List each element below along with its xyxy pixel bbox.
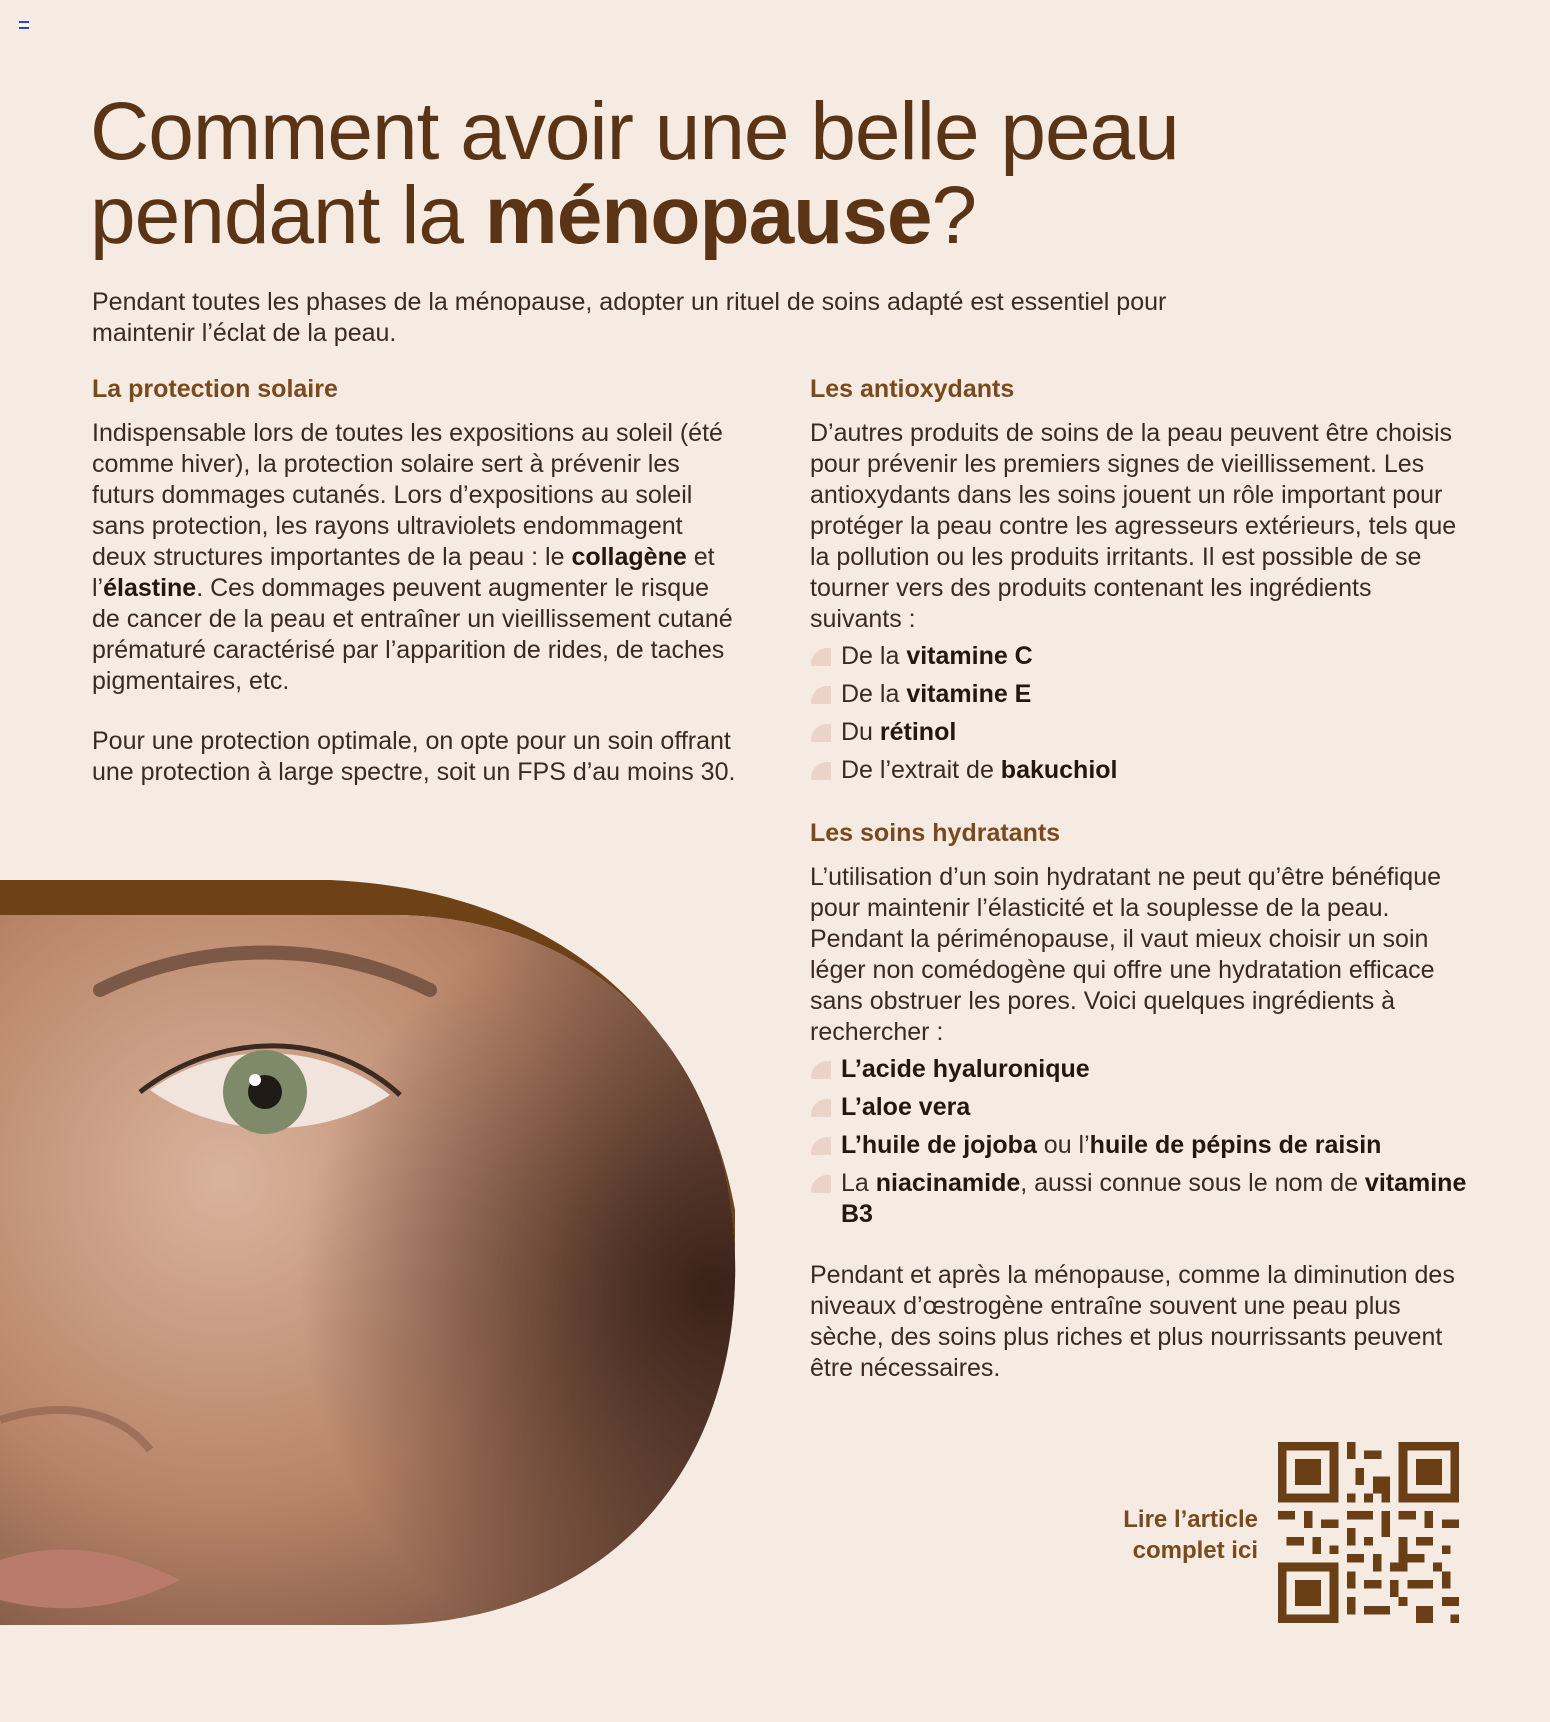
- antioxidants-paragraph: D’autres produits de soins de la peau peuvent être choisis pour prévenir les premiers signes de vieillissement. Les antioxydants dans les soins jouent un rôle important pour protéger la peau contre les agresseurs extérieurs, tels que la pollution ou les produits irritants. Il est possible de se tourner vers des produits contenant les ingrédients suivants :: [810, 419, 1457, 633]
- sun-protection-paragraph: Indispensable lors de toutes les expositions au soleil (été comme hiver), la protection solaire sert à prévenir les futurs dommages cutanés. Lors d’expositions au soleil sans protection, les rayons ultraviolets endommagent deux structures importantes de la peau : le collagène et l’élastine. Ces dommages peuvent augmenter le risque de cancer de la peau et entraîner un vieillissement cutané prématuré caractérisé par l’apparition de rides, de taches pigmentaires, etc.: [92, 419, 733, 695]
- antioxidants-list: [810, 641, 1470, 786]
- collagen-term: collagène: [571, 543, 687, 571]
- list-item: De la vitamine C: [810, 641, 1470, 672]
- moisturizers-paragraph: L’utilisation d’un soin hydratant ne peut qu’être bénéfique pour maintenir l’élasticité et la souplesse de la peau. Pendant la périménopause, il vaut mieux choisir un soin léger non comédogène qui offre une hydratation efficace sans obstruer les pores. Voici quelques ingrédients à rechercher :: [810, 863, 1442, 1046]
- leaf-bullet-icon: [811, 648, 831, 666]
- flag-icon: [19, 21, 29, 29]
- title-line2: pendant la: [90, 170, 485, 261]
- list-item: De la vitamine E: [810, 679, 1470, 710]
- elastin-term: élastine: [103, 574, 197, 602]
- title-question-mark: ?: [931, 170, 977, 261]
- title-bold-word: ménopause: [484, 170, 932, 261]
- closing-paragraph: Pendant et après la ménopause, comme la diminution des niveaux d’œstrogène entraîne souvent une peau plus sèche, des soins plus riches et plus nourrissants peuvent être nécessaires.: [810, 1261, 1455, 1382]
- intro-paragraph: Pendant toutes les phases de la ménopause, adopter un rituel de soins adapté est essentiel pour maintenir l’éclat de la peau.: [92, 288, 1167, 347]
- list-item: Du rétinol: [810, 717, 1470, 748]
- list-item: De l’extrait de bakuchiol: [810, 755, 1470, 786]
- antioxidants-heading: Les antioxydants: [810, 375, 1015, 403]
- sun-protection-heading: La protection solaire: [92, 375, 338, 403]
- leaf-bullet-icon: [811, 1137, 831, 1155]
- leaf-bullet-icon: [811, 1175, 831, 1193]
- list-item: La niacinamide, aussi connue sous le nom de vitamine B3: [810, 1168, 1470, 1230]
- list-item: L’acide hyaluronique: [810, 1054, 1470, 1085]
- read-article-cta[interactable]: [1123, 1504, 1258, 1566]
- moisturizers-list: [810, 1054, 1470, 1230]
- cta-line2: complet ici: [1132, 1537, 1258, 1564]
- qr-code-icon[interactable]: [1278, 1442, 1459, 1623]
- leaf-bullet-icon: [811, 724, 831, 742]
- moisturizers-heading: Les soins hydratants: [810, 819, 1061, 847]
- title-line1: Comment avoir une belle peau: [90, 86, 1179, 177]
- right-column: [810, 372, 1470, 1384]
- cta-line1: Lire l’article: [1123, 1506, 1258, 1533]
- left-column: [92, 372, 742, 788]
- leaf-bullet-icon: [811, 762, 831, 780]
- list-item: L’huile de jojoba ou l’huile de pépins de raisin: [810, 1130, 1470, 1161]
- list-item: L’aloe vera: [810, 1092, 1470, 1123]
- face-photo: [0, 880, 750, 1625]
- spf-paragraph: Pour une protection optimale, on opte pour un soin offrant une protection à large spectre, soit un FPS d’au moins 30.: [92, 727, 736, 786]
- leaf-bullet-icon: [811, 1061, 831, 1079]
- page-title: [90, 86, 1179, 261]
- leaf-bullet-icon: [811, 686, 831, 704]
- leaf-bullet-icon: [811, 1099, 831, 1117]
